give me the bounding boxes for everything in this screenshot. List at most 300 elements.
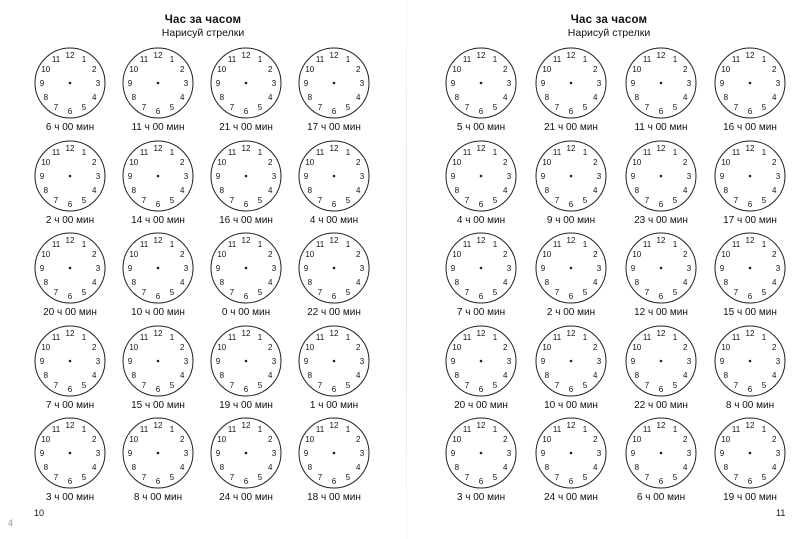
- center-dot: [570, 82, 573, 85]
- clock-numeral: 1: [169, 54, 175, 64]
- clock-numeral: 2: [771, 343, 777, 352]
- clock-numeral: 8: [43, 93, 49, 102]
- clock-numeral: 9: [450, 264, 456, 273]
- clock-numeral: 8: [723, 278, 729, 287]
- clock-time-label: 1 ч 00 мин: [309, 400, 359, 411]
- clock-numeral: 8: [634, 463, 640, 472]
- clock-numeral: 11: [552, 239, 562, 249]
- clock-numeral: 4: [592, 463, 598, 472]
- page-subtitle: Нарисуй стрелки: [567, 27, 651, 39]
- clock-numeral: 8: [454, 278, 460, 287]
- clock-numeral: 9: [303, 449, 309, 458]
- clock-time-label: 19 ч 00 мин: [723, 492, 777, 503]
- clock-numeral: 4: [267, 371, 273, 380]
- clock-numeral: 11: [227, 54, 237, 64]
- clock-numeral: 7: [644, 381, 650, 391]
- clock-numeral: 2: [682, 250, 688, 259]
- clock-numeral: 8: [307, 278, 313, 287]
- clock-numeral: 6: [478, 477, 484, 486]
- clock-numeral: 1: [257, 332, 263, 342]
- clock-numeral: 6: [478, 385, 484, 394]
- clock-numeral: 9: [630, 264, 636, 273]
- clock-numeral: 12: [329, 329, 339, 338]
- clock-numeral: 12: [745, 236, 755, 245]
- clock-numeral: 4: [592, 93, 598, 102]
- clock-exercise: [526, 416, 616, 506]
- clock-numeral: 7: [733, 288, 739, 298]
- clock-face: [33, 139, 107, 213]
- clock-numeral: 1: [672, 239, 678, 249]
- clock-numeral: 12: [329, 51, 339, 60]
- clock-numeral: 7: [554, 103, 560, 113]
- center-dot: [480, 452, 483, 455]
- clock-numeral: 4: [771, 186, 777, 195]
- clock-numeral: 6: [478, 107, 484, 116]
- clock-numeral: 10: [452, 65, 462, 74]
- clock-numeral: 3: [596, 264, 602, 273]
- clock-numeral: 12: [745, 51, 755, 60]
- clock-numeral: 10: [721, 343, 731, 352]
- clock-numeral: 12: [566, 329, 576, 338]
- clock-numeral: 3: [596, 357, 602, 366]
- clock-numeral: 4: [91, 278, 97, 287]
- center-dot: [480, 82, 483, 85]
- clock-time-label: 20 ч 00 мин: [43, 307, 97, 318]
- clock-exercise: [616, 324, 706, 414]
- clock-numeral: 9: [215, 357, 221, 366]
- clock-time-label: 24 ч 00 мин: [544, 492, 598, 503]
- clock-numeral: 8: [219, 463, 225, 472]
- clock-numeral: 10: [632, 435, 642, 444]
- clock-face: [624, 46, 698, 120]
- clock-numeral: 10: [721, 65, 731, 74]
- clock-numeral: 7: [317, 288, 323, 298]
- clock-numeral: 5: [672, 103, 678, 113]
- clock-numeral: 6: [747, 477, 753, 486]
- clock-numeral: 9: [540, 357, 546, 366]
- center-dot: [660, 267, 663, 270]
- clock-numeral: 7: [53, 103, 59, 113]
- clock-numeral: 4: [355, 186, 361, 195]
- clock-numeral: 1: [582, 424, 588, 434]
- clock-numeral: 4: [592, 278, 598, 287]
- clock-numeral: 5: [169, 381, 175, 391]
- clock-exercise: [289, 231, 379, 321]
- clock-numeral: 2: [355, 65, 361, 74]
- clock-numeral: 8: [307, 463, 313, 472]
- clock-numeral: 8: [544, 371, 550, 380]
- center-dot: [245, 452, 248, 455]
- clock-numeral: 2: [771, 65, 777, 74]
- clock-time-label: 12 ч 00 мин: [634, 307, 688, 318]
- clock-numeral: 2: [267, 343, 273, 352]
- clock-exercise: [616, 139, 706, 229]
- clock-numeral: 12: [656, 329, 666, 338]
- clock-time-label: 6 ч 00 мин: [45, 122, 95, 133]
- clock-time-label: 0 ч 00 мин: [221, 307, 271, 318]
- clock-numeral: 9: [630, 357, 636, 366]
- clock-numeral: 9: [540, 264, 546, 273]
- center-dot: [660, 82, 663, 85]
- clock-numeral: 2: [91, 343, 97, 352]
- clock-numeral: 3: [359, 264, 365, 273]
- clock-face: [713, 139, 787, 213]
- clock-numeral: 3: [183, 357, 189, 366]
- clock-numeral: 2: [179, 435, 185, 444]
- clock-numeral: 11: [731, 239, 741, 249]
- clock-exercise: [25, 46, 115, 136]
- center-dot: [749, 360, 752, 363]
- clock-numeral: 5: [582, 288, 588, 298]
- clock-numeral: 9: [540, 172, 546, 181]
- clock-numeral: 7: [733, 196, 739, 206]
- clock-face: [209, 139, 283, 213]
- clock-numeral: 8: [307, 186, 313, 195]
- clock-numeral: 9: [39, 264, 45, 273]
- clock-time-label: 19 ч 00 мин: [219, 400, 273, 411]
- clock-time-label: 24 ч 00 мин: [219, 492, 273, 503]
- clock-numeral: 10: [542, 250, 552, 259]
- clock-exercise: [436, 324, 526, 414]
- clock-numeral: 11: [462, 147, 472, 157]
- clock-numeral: 7: [317, 473, 323, 483]
- clock-numeral: 2: [179, 65, 185, 74]
- clock-numeral: 2: [267, 250, 273, 259]
- clock-numeral: 1: [672, 424, 678, 434]
- clock-numeral: 1: [761, 424, 767, 434]
- clock-numeral: 6: [155, 107, 161, 116]
- clock-numeral: 8: [634, 186, 640, 195]
- clock-time-label: 7 ч 00 мин: [45, 400, 95, 411]
- clock-numeral: 4: [179, 278, 185, 287]
- clock-numeral: 7: [464, 288, 470, 298]
- clock-numeral: 10: [721, 250, 731, 259]
- clock-numeral: 9: [450, 79, 456, 88]
- clock-numeral: 3: [686, 449, 692, 458]
- clock-numeral: 8: [43, 186, 49, 195]
- clock-numeral: 6: [568, 200, 574, 209]
- clock-face: [33, 416, 107, 490]
- clock-numeral: 5: [257, 473, 263, 483]
- clock-numeral: 9: [540, 449, 546, 458]
- clock-time-label: 22 ч 00 мин: [634, 400, 688, 411]
- clock-numeral: 3: [95, 449, 101, 458]
- clock-numeral: 9: [719, 79, 725, 88]
- clock-numeral: 2: [771, 250, 777, 259]
- clock-face: [33, 46, 107, 120]
- clock-numeral: 11: [315, 332, 325, 342]
- clock-numeral: 1: [169, 332, 175, 342]
- center-dot: [157, 82, 160, 85]
- clock-numeral: 4: [592, 371, 598, 380]
- center-dot: [749, 452, 752, 455]
- clock-numeral: 12: [566, 144, 576, 153]
- clock-numeral: 12: [476, 236, 486, 245]
- clock-numeral: 11: [315, 147, 325, 157]
- center-dot: [245, 267, 248, 270]
- clock-face: [297, 324, 371, 398]
- clock-numeral: 12: [153, 421, 163, 430]
- clock-numeral: 4: [179, 186, 185, 195]
- clock-numeral: 7: [644, 196, 650, 206]
- clock-numeral: 2: [91, 250, 97, 259]
- clock-face: [444, 46, 518, 120]
- clock-numeral: 4: [179, 463, 185, 472]
- clock-numeral: 5: [257, 103, 263, 113]
- clock-face: [534, 46, 608, 120]
- center-dot: [69, 82, 72, 85]
- clock-numeral: 5: [582, 196, 588, 206]
- clock-numeral: 7: [317, 381, 323, 391]
- clock-numeral: 7: [464, 196, 470, 206]
- clock-numeral: 9: [303, 79, 309, 88]
- clock-numeral: 5: [169, 103, 175, 113]
- clock-numeral: 10: [542, 435, 552, 444]
- clock-face: [534, 231, 608, 305]
- clock-numeral: 1: [672, 332, 678, 342]
- clock-numeral: 6: [478, 200, 484, 209]
- center-dot: [480, 360, 483, 363]
- clock-numeral: 6: [747, 292, 753, 301]
- clock-face: [33, 231, 107, 305]
- clock-numeral: 8: [454, 371, 460, 380]
- clock-numeral: 7: [733, 381, 739, 391]
- clock-face: [444, 139, 518, 213]
- clock-numeral: 4: [267, 186, 273, 195]
- clock-numeral: 6: [67, 385, 73, 394]
- clock-numeral: 1: [492, 147, 498, 157]
- clock-numeral: 5: [492, 103, 498, 113]
- clock-numeral: 12: [745, 144, 755, 153]
- clock-numeral: 10: [41, 158, 51, 167]
- clock-exercise: [705, 231, 795, 321]
- clock-numeral: 8: [131, 463, 137, 472]
- clock-numeral: 11: [227, 239, 237, 249]
- clock-numeral: 5: [672, 381, 678, 391]
- clock-exercise: [113, 231, 203, 321]
- center-dot: [660, 452, 663, 455]
- clock-face: [713, 324, 787, 398]
- center-dot: [69, 267, 72, 270]
- clock-numeral: 4: [502, 186, 508, 195]
- clock-numeral: 1: [81, 147, 87, 157]
- clock-numeral: 10: [217, 343, 227, 352]
- clock-numeral: 9: [719, 449, 725, 458]
- clock-numeral: 3: [271, 172, 277, 181]
- clock-numeral: 8: [454, 463, 460, 472]
- clock-numeral: 9: [450, 357, 456, 366]
- clock-numeral: 12: [656, 236, 666, 245]
- clock-numeral: 3: [271, 357, 277, 366]
- clock-time-label: 8 ч 00 мин: [725, 400, 775, 411]
- clock-numeral: 11: [51, 424, 61, 434]
- center-dot: [570, 267, 573, 270]
- clock-numeral: 3: [95, 264, 101, 273]
- clock-numeral: 12: [153, 51, 163, 60]
- clock-face: [209, 46, 283, 120]
- clock-numeral: 1: [169, 424, 175, 434]
- clock-numeral: 1: [345, 54, 351, 64]
- clock-numeral: 5: [169, 196, 175, 206]
- clock-numeral: 4: [267, 463, 273, 472]
- clock-numeral: 6: [67, 107, 73, 116]
- clock-numeral: 8: [544, 93, 550, 102]
- clock-numeral: 11: [227, 332, 237, 342]
- clock-exercise: [436, 416, 526, 506]
- page-number: 11: [776, 508, 786, 518]
- clock-numeral: 11: [731, 54, 741, 64]
- clock-numeral: 1: [257, 424, 263, 434]
- clock-numeral: 7: [644, 103, 650, 113]
- clock-numeral: 3: [95, 357, 101, 366]
- clock-numeral: 6: [155, 477, 161, 486]
- center-dot: [157, 175, 160, 178]
- clock-numeral: 6: [658, 292, 664, 301]
- clock-face: [624, 416, 698, 490]
- clock-numeral: 1: [492, 239, 498, 249]
- clock-numeral: 1: [761, 54, 767, 64]
- clock-time-label: 17 ч 00 мин: [723, 215, 777, 226]
- clock-numeral: 3: [183, 172, 189, 181]
- clock-numeral: 10: [129, 250, 139, 259]
- clock-exercise: [705, 324, 795, 414]
- clock-time-label: 15 ч 00 мин: [131, 400, 185, 411]
- clock-numeral: 11: [462, 424, 472, 434]
- clock-numeral: 3: [95, 172, 101, 181]
- center-dot: [333, 82, 336, 85]
- clock-numeral: 7: [53, 473, 59, 483]
- clock-time-label: 20 ч 00 мин: [454, 400, 508, 411]
- clock-exercise: [436, 231, 526, 321]
- clock-numeral: 8: [219, 371, 225, 380]
- clock-numeral: 11: [315, 239, 325, 249]
- center-dot: [749, 82, 752, 85]
- clock-numeral: 10: [217, 435, 227, 444]
- center-dot: [333, 267, 336, 270]
- clock-numeral: 2: [592, 343, 598, 352]
- clock-numeral: 4: [179, 371, 185, 380]
- clock-numeral: 2: [682, 435, 688, 444]
- clock-numeral: 10: [305, 158, 315, 167]
- clock-numeral: 10: [41, 65, 51, 74]
- clock-numeral: 1: [257, 54, 263, 64]
- clock-numeral: 11: [139, 239, 149, 249]
- clock-numeral: 10: [41, 435, 51, 444]
- clock-face: [713, 46, 787, 120]
- center-dot: [69, 175, 72, 178]
- clock-numeral: 9: [303, 357, 309, 366]
- clock-numeral: 5: [257, 288, 263, 298]
- clock-numeral: 7: [464, 473, 470, 483]
- clock-exercise: [705, 46, 795, 136]
- clock-numeral: 11: [51, 54, 61, 64]
- clock-numeral: 8: [131, 278, 137, 287]
- clock-numeral: 6: [568, 477, 574, 486]
- clock-numeral: 2: [592, 65, 598, 74]
- clock-time-label: 4 ч 00 мин: [309, 215, 359, 226]
- center-dot: [749, 267, 752, 270]
- clock-numeral: 5: [761, 196, 767, 206]
- clock-numeral: 10: [632, 65, 642, 74]
- clock-numeral: 2: [502, 343, 508, 352]
- clock-numeral: 2: [91, 158, 97, 167]
- clock-numeral: 5: [761, 473, 767, 483]
- clock-time-label: 23 ч 00 мин: [634, 215, 688, 226]
- clock-face: [534, 324, 608, 398]
- clock-numeral: 9: [303, 264, 309, 273]
- clock-time-label: 11 ч 00 мин: [634, 122, 688, 133]
- clock-numeral: 9: [39, 357, 45, 366]
- page-subtitle: Нарисуй стрелки: [161, 27, 245, 39]
- clock-numeral: 7: [229, 103, 235, 113]
- clock-exercise: [289, 46, 379, 136]
- center-dot: [157, 360, 160, 363]
- clock-numeral: 9: [630, 449, 636, 458]
- clock-face: [121, 139, 195, 213]
- clock-numeral: 9: [630, 79, 636, 88]
- clock-numeral: 9: [215, 79, 221, 88]
- clock-numeral: 2: [355, 435, 361, 444]
- clock-numeral: 4: [355, 463, 361, 472]
- clock-exercise: [616, 231, 706, 321]
- clock-numeral: 5: [345, 196, 351, 206]
- center-dot: [157, 452, 160, 455]
- clock-exercise: [526, 231, 616, 321]
- clock-numeral: 5: [492, 473, 498, 483]
- clock-face: [297, 46, 371, 120]
- clock-time-label: 22 ч 00 мин: [307, 307, 361, 318]
- clock-numeral: 2: [682, 65, 688, 74]
- clock-numeral: 3: [359, 449, 365, 458]
- clock-time-label: 10 ч 00 мин: [131, 307, 185, 318]
- clock-numeral: 9: [719, 264, 725, 273]
- clock-numeral: 4: [355, 93, 361, 102]
- clock-numeral: 3: [596, 449, 602, 458]
- clock-numeral: 3: [506, 449, 512, 458]
- clock-numeral: 7: [229, 381, 235, 391]
- clock-numeral: 8: [723, 93, 729, 102]
- clock-numeral: 6: [568, 107, 574, 116]
- clock-face: [209, 324, 283, 398]
- clock-numeral: 7: [733, 103, 739, 113]
- clock-numeral: 10: [41, 343, 51, 352]
- clock-numeral: 5: [761, 381, 767, 391]
- clock-numeral: 6: [747, 200, 753, 209]
- clock-numeral: 8: [723, 463, 729, 472]
- clock-numeral: 10: [542, 158, 552, 167]
- clock-numeral: 12: [329, 144, 339, 153]
- clock-face: [624, 139, 698, 213]
- clock-numeral: 6: [243, 292, 249, 301]
- clock-numeral: 1: [81, 239, 87, 249]
- clock-numeral: 8: [131, 93, 137, 102]
- clock-numeral: 10: [41, 250, 51, 259]
- clock-numeral: 7: [644, 288, 650, 298]
- clock-numeral: 12: [566, 236, 576, 245]
- clock-numeral: 4: [592, 186, 598, 195]
- clock-numeral: 12: [656, 144, 666, 153]
- clock-numeral: 5: [345, 473, 351, 483]
- clock-numeral: 12: [65, 421, 75, 430]
- clock-time-label: 15 ч 00 мин: [723, 307, 777, 318]
- clock-numeral: 11: [552, 424, 562, 434]
- clock-time-label: 3 ч 00 мин: [45, 492, 95, 503]
- clock-numeral: 11: [731, 332, 741, 342]
- clock-numeral: 7: [644, 473, 650, 483]
- clock-numeral: 12: [656, 51, 666, 60]
- clock-numeral: 4: [682, 93, 688, 102]
- clock-numeral: 11: [462, 54, 472, 64]
